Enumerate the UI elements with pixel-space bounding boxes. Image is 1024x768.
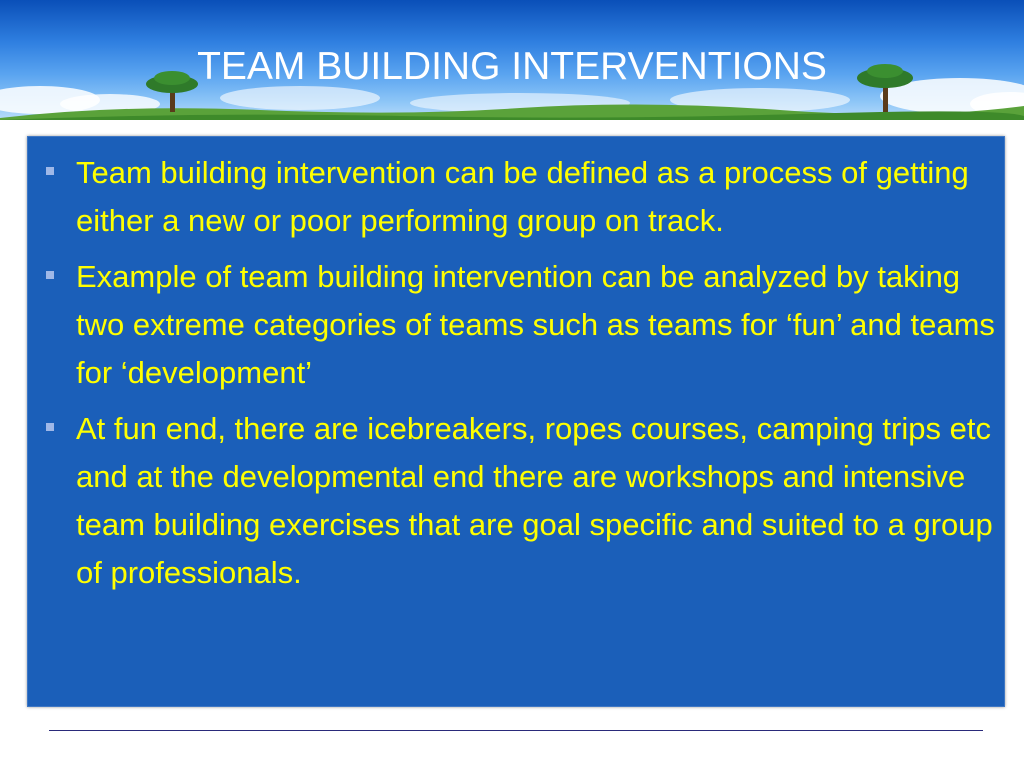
bullet-item <box>46 149 1004 245</box>
bullet-list <box>46 149 1004 605</box>
square-bullet-icon <box>46 271 54 279</box>
footer-divider <box>49 730 983 731</box>
slide-title: TEAM BUILDING INTERVENTIONS <box>197 45 827 88</box>
header-banner <box>0 0 1024 120</box>
bullet-item <box>46 405 1004 597</box>
content-panel <box>27 136 1005 707</box>
square-bullet-icon <box>46 423 54 431</box>
square-bullet-icon <box>46 167 54 175</box>
bullet-text: At fun end, there are icebreakers, ropes courses, camping trips etc and at the developmental end there are workshops and intensive team building exercises that are goal specific and suited to a group of professionals. <box>76 411 993 590</box>
bullet-text: Team building intervention can be defined as a process of getting either a new or poor performing group on track. <box>76 155 969 238</box>
bullet-text: Example of team building intervention can be analyzed by taking two extreme categories of teams such as teams for ‘fun’ and teams for ‘development’ <box>76 259 995 390</box>
bullet-item <box>46 253 1004 397</box>
